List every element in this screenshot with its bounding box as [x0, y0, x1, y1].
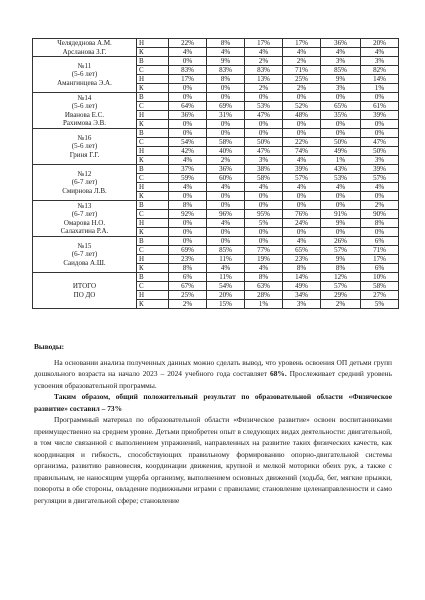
value-cell: 95% — [245, 210, 283, 219]
value-cell: 8% — [169, 264, 207, 273]
value-cell: 0% — [321, 228, 361, 237]
group-label-line: Смирнова Л.В. — [62, 186, 107, 195]
group-label-line: (6-7 лет) — [71, 250, 98, 259]
value-cell: 36% — [207, 165, 245, 174]
value-cell: 5% — [361, 300, 399, 309]
value-cell: 52% — [283, 102, 321, 111]
group-label-cell — [33, 57, 137, 93]
value-cell: 14% — [283, 273, 321, 282]
group-label-line: Салахатина Р.А. — [60, 227, 109, 235]
level-cell: С — [137, 102, 169, 111]
value-cell: 4% — [283, 183, 321, 192]
value-cell: 4% — [283, 237, 321, 246]
level-cell: К — [137, 156, 169, 165]
level-cell: К — [137, 228, 169, 237]
value-cell: 71% — [361, 246, 399, 255]
group-label-line: №12 — [77, 169, 92, 178]
value-cell: 2% — [321, 300, 361, 309]
conclusion-p1-percent: 68%. — [270, 369, 287, 378]
value-cell: 9% — [207, 57, 245, 66]
value-cell: 12% — [321, 273, 361, 282]
value-cell: 25% — [283, 75, 321, 84]
level-cell: В — [137, 57, 169, 66]
level-cell: К — [137, 300, 169, 309]
value-cell: 2% — [245, 84, 283, 93]
value-cell: 0% — [361, 228, 399, 237]
value-cell: 26% — [321, 237, 361, 246]
value-cell: 36% — [321, 39, 361, 48]
group-label-cell — [33, 129, 137, 165]
table-row — [33, 165, 399, 174]
level-cell: В — [137, 129, 169, 138]
value-cell: 4% — [321, 48, 361, 57]
group-label-cell — [33, 237, 137, 273]
value-cell: 27% — [361, 291, 399, 300]
value-cell: 76% — [283, 210, 321, 219]
value-cell: 6% — [361, 264, 399, 273]
value-cell: 0% — [245, 201, 283, 210]
level-cell: К — [137, 48, 169, 57]
value-cell: 34% — [283, 291, 321, 300]
value-cell: 67% — [169, 282, 207, 291]
value-cell: 4% — [245, 183, 283, 192]
value-cell: 57% — [283, 174, 321, 183]
value-cell: 58% — [361, 282, 399, 291]
value-cell: 17% — [169, 75, 207, 84]
value-cell: 2% — [207, 156, 245, 165]
value-cell: 60% — [207, 174, 245, 183]
value-cell: 17% — [245, 39, 283, 48]
level-cell: В — [137, 201, 169, 210]
value-cell: 63% — [245, 282, 283, 291]
value-cell: 57% — [321, 246, 361, 255]
table-row — [33, 273, 399, 282]
value-cell: 49% — [283, 282, 321, 291]
group-label-line: №11 — [77, 61, 92, 70]
level-cell: С — [137, 282, 169, 291]
value-cell: 2% — [283, 84, 321, 93]
group-label-line: (6-7 лет) — [71, 210, 98, 218]
value-cell: 0% — [207, 120, 245, 129]
value-cell: 36% — [169, 111, 207, 120]
value-cell: 20% — [207, 291, 245, 300]
group-label-line: Омарова Н.О. — [63, 218, 106, 227]
value-cell: 48% — [283, 111, 321, 120]
level-cell: В — [137, 273, 169, 282]
table-row — [33, 39, 399, 48]
level-cell: С — [137, 246, 169, 255]
value-cell: 0% — [169, 237, 207, 246]
value-cell: 58% — [207, 138, 245, 147]
value-cell: 0% — [245, 120, 283, 129]
value-cell: 4% — [245, 48, 283, 57]
value-cell: 3% — [361, 57, 399, 66]
group-label-cell — [33, 273, 137, 309]
value-cell: 25% — [169, 291, 207, 300]
value-cell: 37% — [169, 165, 207, 174]
value-cell: 58% — [245, 174, 283, 183]
group-label-line: №14 — [77, 93, 92, 102]
value-cell: 35% — [321, 111, 361, 120]
level-cell: С — [137, 210, 169, 219]
value-cell: 74% — [283, 147, 321, 156]
value-cell: 0% — [321, 93, 361, 102]
value-cell: 3% — [321, 84, 361, 93]
value-cell: 8% — [207, 75, 245, 84]
value-cell: 64% — [169, 102, 207, 111]
value-cell: 92% — [169, 210, 207, 219]
table-row — [33, 129, 399, 138]
value-cell: 50% — [361, 147, 399, 156]
value-cell: 0% — [245, 237, 283, 246]
value-cell: 85% — [321, 66, 361, 75]
value-cell: 1% — [245, 300, 283, 309]
value-cell: 69% — [169, 246, 207, 255]
value-cell: 4% — [207, 48, 245, 57]
value-cell: 0% — [169, 57, 207, 66]
value-cell: 0% — [169, 93, 207, 102]
value-cell: 42% — [169, 147, 207, 156]
level-cell: К — [137, 192, 169, 201]
value-cell: 90% — [361, 210, 399, 219]
value-cell: 4% — [169, 48, 207, 57]
group-label-line: №15 — [77, 241, 92, 250]
value-cell: 11% — [207, 273, 245, 282]
value-cell: 8% — [207, 39, 245, 48]
value-cell: 4% — [207, 183, 245, 192]
value-cell: 0% — [207, 228, 245, 237]
value-cell: 0% — [283, 201, 321, 210]
value-cell: 9% — [321, 219, 361, 228]
value-cell: 20% — [361, 39, 399, 48]
value-cell: 4% — [245, 264, 283, 273]
value-cell: 8% — [361, 219, 399, 228]
value-cell: 53% — [321, 174, 361, 183]
level-cell: Н — [137, 147, 169, 156]
value-cell: 2% — [169, 300, 207, 309]
value-cell: 0% — [207, 192, 245, 201]
value-cell: 4% — [283, 156, 321, 165]
value-cell: 0% — [321, 201, 361, 210]
level-cell: Н — [137, 219, 169, 228]
value-cell: 4% — [169, 183, 207, 192]
conclusion-p1-tail: Прослеживает средний уровень усвоения образовательной программы. — [34, 369, 392, 390]
group-label-line: Арсланова З.Г. — [62, 47, 107, 56]
value-cell: 61% — [361, 102, 399, 111]
value-cell: 0% — [321, 192, 361, 201]
value-cell: 9% — [321, 75, 361, 84]
value-cell: 53% — [245, 102, 283, 111]
value-cell: 40% — [207, 147, 245, 156]
value-cell: 4% — [321, 183, 361, 192]
value-cell: 0% — [361, 192, 399, 201]
conclusion-p1-text: На основании анализа полученных данных можно сделать вывод, что уровень освоения ОП детьми групп дошкольного возраста на начало 2023 – 2024 учебного года составляет — [34, 357, 392, 378]
value-cell: 54% — [169, 138, 207, 147]
level-cell: С — [137, 66, 169, 75]
value-cell: 57% — [361, 174, 399, 183]
value-cell: 5% — [245, 219, 283, 228]
value-cell: 85% — [207, 246, 245, 255]
group-label-cell — [33, 165, 137, 201]
level-cell: В — [137, 237, 169, 246]
value-cell: 38% — [245, 165, 283, 174]
value-cell: 14% — [361, 75, 399, 84]
value-cell: 47% — [361, 138, 399, 147]
value-cell: 96% — [207, 210, 245, 219]
value-cell: 4% — [207, 264, 245, 273]
value-cell: 0% — [169, 192, 207, 201]
table-row — [33, 237, 399, 246]
conclusion-paragraph-3: Программный материал по образовательной области «Физическое развитие» освоен воспитанниками преимущественно на среднем уровне. Детьми приобретен опыт в следующих видах деятельности: двигательной, в том числе связанной с выполнением упражнений, направленных на развитие таких физических качеств, как координация и гибкость, способствующих правильному формированию опорно-двигательной системы организма, развитию равновесия, координации движения, крупной и мелкой моторики обеих рук, а также с правильным, не наносящим ущерба организму, выполнением основных движений (ходьба, бег, мягкие прыжки, повороты в обе стороны, овладение подвижными играми с правилами; становление целенаправленности и само регуляции в двигательной сфере; становление — [34, 415, 392, 505]
level-cell: Н — [137, 39, 169, 48]
group-label-line: (5-6 лет) — [71, 102, 98, 110]
value-cell: 3% — [361, 156, 399, 165]
value-cell: 23% — [283, 255, 321, 264]
value-cell: 0% — [207, 201, 245, 210]
value-cell: 8% — [245, 273, 283, 282]
value-cell: 2% — [245, 57, 283, 66]
level-cell: Н — [137, 255, 169, 264]
results-table-body — [33, 39, 399, 309]
value-cell: 8% — [169, 201, 207, 210]
value-cell: 0% — [245, 93, 283, 102]
value-cell: 4% — [361, 48, 399, 57]
value-cell: 11% — [207, 255, 245, 264]
value-cell: 77% — [245, 246, 283, 255]
group-label-line: (6-7 лет) — [71, 178, 98, 187]
table-row — [33, 201, 399, 210]
value-cell: 29% — [321, 291, 361, 300]
value-cell: 4% — [169, 156, 207, 165]
value-cell: 0% — [207, 129, 245, 138]
value-cell: 2% — [361, 201, 399, 210]
value-cell: 0% — [361, 93, 399, 102]
value-cell: 3% — [283, 300, 321, 309]
value-cell: 0% — [321, 129, 361, 138]
level-cell: Н — [137, 183, 169, 192]
value-cell: 82% — [361, 66, 399, 75]
value-cell: 71% — [283, 66, 321, 75]
level-cell: Н — [137, 111, 169, 120]
level-cell: В — [137, 93, 169, 102]
value-cell: 47% — [245, 111, 283, 120]
value-cell: 0% — [283, 129, 321, 138]
value-cell: 49% — [321, 147, 361, 156]
value-cell: 1% — [361, 84, 399, 93]
value-cell: 3% — [321, 57, 361, 66]
value-cell: 0% — [283, 93, 321, 102]
level-cell: В — [137, 165, 169, 174]
value-cell: 0% — [169, 84, 207, 93]
value-cell: 17% — [361, 255, 399, 264]
conclusion-paragraph-2: Таким образом, общий положительный результат по образовательной области «Физическое развитие» составил – 73% — [34, 392, 392, 413]
conclusions-heading: Выводы: — [34, 342, 65, 351]
value-cell: 39% — [283, 165, 321, 174]
group-label-line: (5-6 лет) — [71, 70, 98, 79]
value-cell: 24% — [283, 219, 321, 228]
value-cell: 0% — [321, 120, 361, 129]
results-table — [32, 38, 399, 309]
value-cell: 0% — [361, 120, 399, 129]
value-cell: 65% — [321, 102, 361, 111]
group-label-line: Челядеднова А.М. — [57, 39, 112, 47]
group-label-cell — [33, 201, 137, 237]
group-label-line: №16 — [77, 133, 92, 142]
group-label-line: Саидова А.Ш. — [63, 258, 106, 267]
value-cell: 22% — [169, 39, 207, 48]
value-cell: 59% — [169, 174, 207, 183]
value-cell: 39% — [361, 165, 399, 174]
group-label-line: Рахимова Э.В. — [62, 119, 107, 127]
value-cell: 43% — [321, 165, 361, 174]
value-cell: 22% — [283, 138, 321, 147]
value-cell: 15% — [207, 300, 245, 309]
value-cell: 23% — [169, 255, 207, 264]
value-cell: 50% — [321, 138, 361, 147]
group-label-line: (5-6 лет) — [71, 142, 98, 151]
value-cell: 10% — [361, 273, 399, 282]
level-cell: Н — [137, 291, 169, 300]
value-cell: 3% — [245, 156, 283, 165]
value-cell: 0% — [169, 228, 207, 237]
value-cell: 0% — [283, 192, 321, 201]
value-cell: 54% — [207, 282, 245, 291]
value-cell: 0% — [169, 219, 207, 228]
level-cell: К — [137, 120, 169, 129]
level-cell: С — [137, 138, 169, 147]
group-label-line: ИТОГО — [72, 282, 97, 290]
value-cell: 83% — [169, 66, 207, 75]
value-cell: 83% — [245, 66, 283, 75]
value-cell: 91% — [321, 210, 361, 219]
value-cell: 0% — [245, 129, 283, 138]
conclusions-section — [34, 341, 392, 506]
group-label-cell — [33, 39, 137, 57]
value-cell: 1% — [321, 156, 361, 165]
value-cell: 57% — [321, 282, 361, 291]
value-cell: 0% — [283, 120, 321, 129]
group-label-line: Гриня Г.Г. — [69, 150, 100, 159]
value-cell: 4% — [361, 183, 399, 192]
value-cell: 8% — [283, 264, 321, 273]
conclusion-paragraph-1 — [34, 357, 392, 392]
group-label-line: Иванова Е.С. — [64, 110, 105, 119]
value-cell: 0% — [245, 192, 283, 201]
value-cell: 0% — [361, 129, 399, 138]
value-cell: 19% — [245, 255, 283, 264]
value-cell: 8% — [321, 264, 361, 273]
value-cell: 31% — [207, 111, 245, 120]
value-cell: 0% — [283, 228, 321, 237]
level-cell: К — [137, 264, 169, 273]
value-cell: 50% — [245, 138, 283, 147]
value-cell: 0% — [169, 120, 207, 129]
group-label-line: №13 — [77, 201, 92, 210]
value-cell: 6% — [361, 237, 399, 246]
value-cell: 28% — [245, 291, 283, 300]
table-row — [33, 57, 399, 66]
value-cell: 83% — [207, 66, 245, 75]
level-cell: Н — [137, 75, 169, 84]
value-cell: 6% — [169, 273, 207, 282]
value-cell: 0% — [245, 228, 283, 237]
value-cell: 4% — [207, 219, 245, 228]
level-cell: С — [137, 174, 169, 183]
table-row — [33, 93, 399, 102]
level-cell: К — [137, 84, 169, 93]
value-cell: 17% — [283, 39, 321, 48]
value-cell: 0% — [207, 93, 245, 102]
value-cell: 0% — [207, 84, 245, 93]
value-cell: 2% — [283, 57, 321, 66]
value-cell: 0% — [169, 129, 207, 138]
value-cell: 9% — [321, 255, 361, 264]
value-cell: 0% — [207, 237, 245, 246]
group-label-line: ПО ДО — [73, 290, 96, 299]
value-cell: 4% — [283, 48, 321, 57]
value-cell: 69% — [207, 102, 245, 111]
value-cell: 39% — [361, 111, 399, 120]
group-label-line: Амангинцева Э.А. — [57, 78, 112, 87]
group-label-cell — [33, 93, 137, 129]
value-cell: 13% — [245, 75, 283, 84]
value-cell: 65% — [283, 246, 321, 255]
value-cell: 47% — [245, 147, 283, 156]
